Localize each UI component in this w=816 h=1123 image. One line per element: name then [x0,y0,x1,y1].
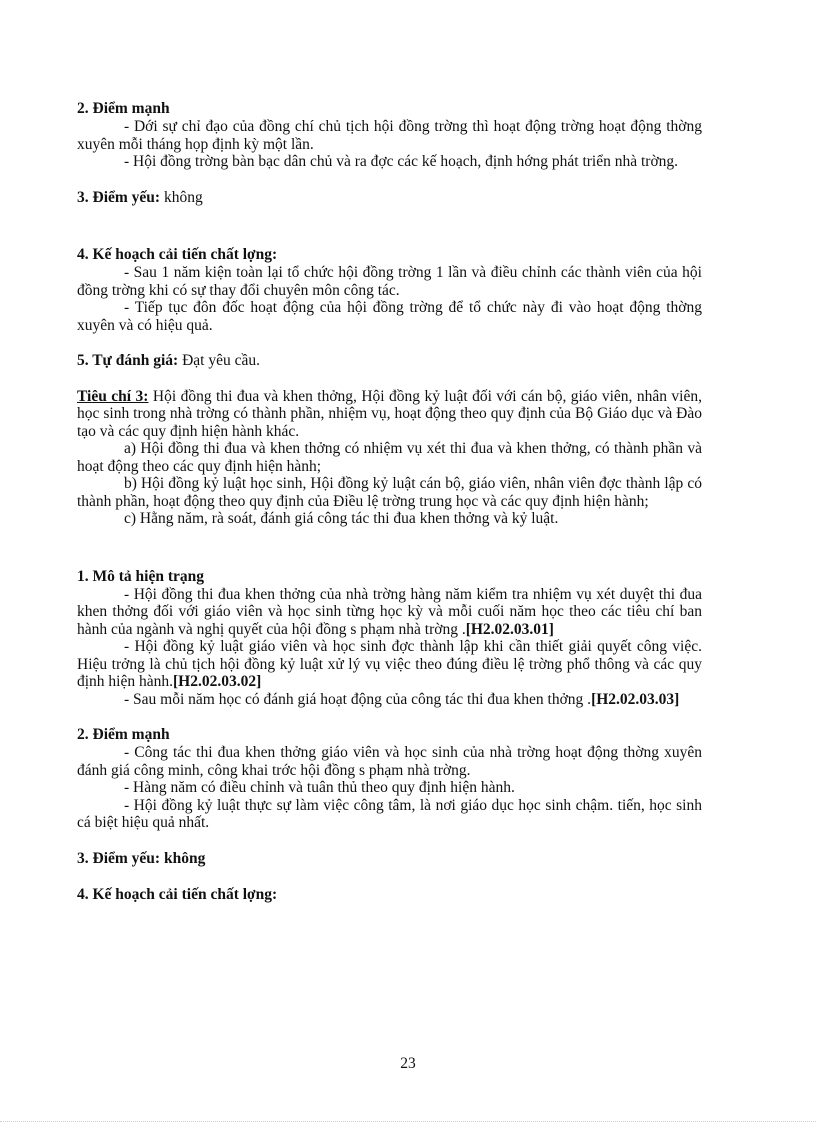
weakness-heading: 3. Điểm yếu: [77,188,161,206]
improvement-plan-heading: 4. Kế hoạch cải tiến chất lợng: [77,246,278,263]
strength-paragraph: - Dới sự chỉ đạo của đồng chí chủ tịch hội đồng trờng thì hoạt động trờng hoạt động thờng xuyên mỗi tháng họp định kỳ một lần. [77,118,702,153]
strength-paragraph: - Hội đồng kỷ luật thực sự làm việc công tâm, là nơi giáo dục học sinh chậm. tiến, học sinh cá biệt hiệu quả nhất. [77,796,702,831]
criteria-text: Hội đồng thi đua và khen thởng, Hội đồng kỷ luật đối với cán bộ, giáo viên, nhân viên, học sinh trong nhà trờng có thành phần, nhiệm vụ, hoạt động theo quy định của Bộ Giáo dục và Đào tạo và các quy định hiện hành khác. [77,387,702,440]
evidence-code: [H2.02.03.03] [591,690,680,708]
status-paragraph [77,691,702,709]
self-evaluation-text: Đạt yêu cầu. [178,352,260,369]
improvement-plan-heading: 4. Kế hoạch cải tiến chất lợng: [77,885,278,903]
footer-divider [0,1121,816,1122]
page-number: 23 [400,1055,416,1072]
document-page [77,100,702,904]
strengths-heading: 2. Điểm mạnh [77,100,170,117]
criteria-item: c) Hằng năm, rà soát, đánh giá công tác thi đua khen thởng và kỷ luật. [124,510,559,527]
self-evaluation-heading: 5. Tự đánh giá: [77,352,179,369]
criteria-item: a) Hội đồng thi đua và khen thởng có nhiệm vụ xét thi đua và khen thởng, có thành phần và hoạt động theo các quy định hiện hành; [77,440,702,475]
evidence-code: [H2.02.03.02] [173,673,262,690]
weakness-line [77,189,702,207]
status-heading: 1. Mô tả hiện trạng [77,567,205,585]
evidence-code: [H2.02.03.01] [465,620,554,638]
weakness-heading: 3. Điểm yếu: không [77,849,206,867]
strengths-heading: 2. Điểm mạnh [77,726,170,743]
plan-paragraph: - Tiếp tục đôn đốc hoạt động của hội đồng trờng để tổ chức này đi vào hoạt động thờng xuyên và có hiệu quả. [77,299,702,334]
status-text: - Sau mỗi năm học có đánh giá hoạt động của công tác thi đua khen thởng . [124,690,592,708]
status-text: - Hội đồng kỷ luật giáo viên và học sinh đợc thành lập khi cần thiết giải quyết công việc. Hiệu trởng là chủ tịch hội đồng kỷ luật xử lý vụ việc theo đúng điều lệ trờng phổ thông và các quy định hiện hành. [77,638,702,690]
plan-paragraph: - Sau 1 năm kiện toàn lại tổ chức hội đồng trờng 1 lần và điều chỉnh các thành viên của hội đồng trờng khi có sự thay đổi chuyên môn công tác. [77,264,702,299]
self-evaluation-line [77,352,702,370]
criteria-paragraph [77,388,702,441]
criteria-item: b) Hội đồng kỷ luật học sinh, Hội đồng kỷ luật cán bộ, giáo viên, nhân viên đợc thành lập có thành phần, hoạt động theo quy định của Điều lệ trờng trung học và các quy định hiện hành; [77,475,702,510]
strength-paragraph: - Hàng năm có điều chỉnh và tuân thủ theo quy định hiện hành. [124,779,515,796]
strength-paragraph: - Công tác thi đua khen thởng giáo viên và học sinh của nhà trờng hoạt động thờng xuyên đánh giá công minh, công khai trớc hội đồng s phạm nhà trờng. [77,744,702,779]
status-paragraph [77,638,702,691]
criteria-label: Tiêu chí 3: [77,387,149,405]
weakness-text: không [160,188,203,206]
strength-paragraph: - Hội đồng trờng bàn bạc dân chủ và ra đợc các kế hoạch, định hớng phát triển nhà trờng. [124,153,679,170]
status-paragraph [77,586,702,639]
status-text: - Hội đồng thi đua khen thởng của nhà trờng hàng năm kiểm tra nhiệm vụ xét duyệt thi đua khen thởng đối với giáo viên và học sinh từng học kỳ và mỗi cuối năm học theo các tiêu chí ban hành của ngành và nghị quyết của hội đồng s phạm nhà trờng . [77,585,702,638]
